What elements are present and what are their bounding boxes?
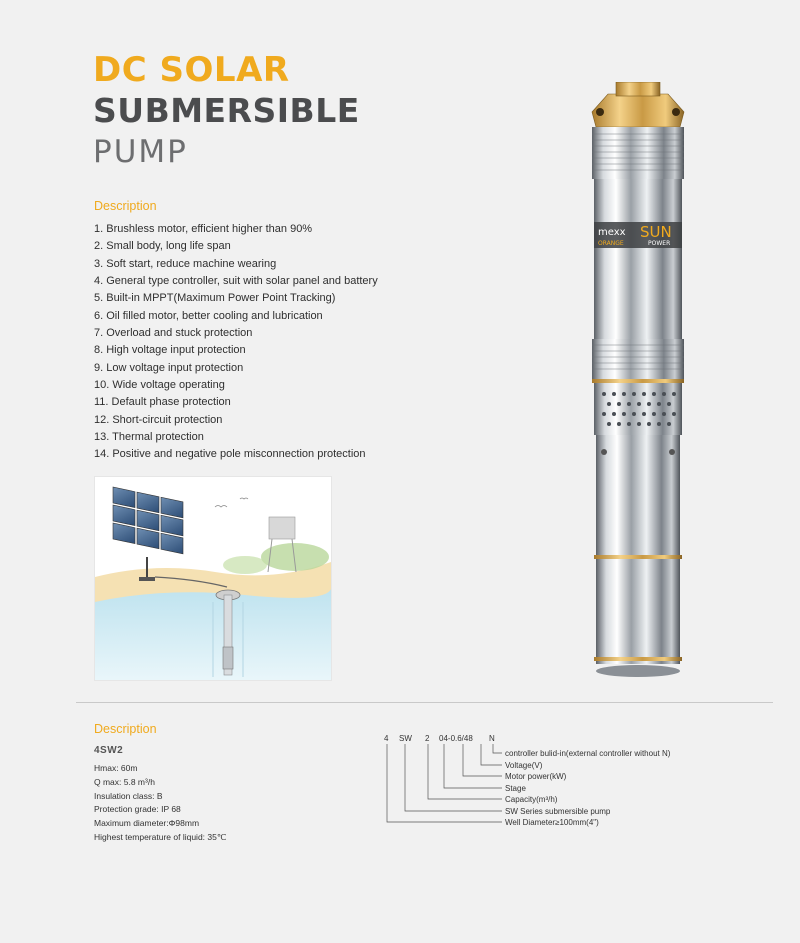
code-label-series: SW Series submersible pump [505,807,611,816]
code-label-capacity: Capacity(m³/h) [505,795,558,804]
feature-list [94,221,378,464]
feature-item: 4. General type controller, suit with solar panel and battery [94,275,378,288]
code-label-stage: Stage [505,784,526,793]
description-heading: Description [94,199,157,213]
spec-item: Insulation class: B [94,790,163,801]
code-label-voltage: Voltage(V) [505,761,543,770]
code-part-capacity: 2 [425,734,430,743]
feature-item: 8. High voltage input protection [94,344,246,357]
section-divider [76,702,773,703]
spec-item: Protection grade: IP 68 [94,804,181,815]
feature-item: 3. Soft start, reduce machine wearing [94,257,277,270]
brand-name-left: mexx [598,227,626,238]
model-code-diagram [380,730,740,835]
model-code-lines [380,730,740,830]
title-line-3: PUMP [93,134,188,170]
model-name: 4SW2 [94,745,124,756]
feature-item: 14. Positive and negative pole misconnection protection [94,448,366,461]
feature-item: 2. Small body, long life span [94,240,231,253]
solar-installation-illustration [94,476,332,681]
brand-name-right: SUN [640,223,672,241]
feature-item: 12. Short-circuit protection [94,413,223,426]
pump-product-image [582,82,694,687]
bottom-description-heading: Description [94,722,157,736]
spec-item: Highest temperature of liquid: 35℃ [94,831,227,842]
code-label-well-diameter: Well Diameter≥100mm(4") [505,818,599,827]
code-part-controller: N [489,734,495,743]
code-part-series: SW [399,734,412,743]
feature-item: 6. Oil filled motor, better cooling and lubrication [94,309,323,322]
feature-item: 10. Wide voltage operating [94,379,225,392]
feature-item: 11. Default phase protection [94,396,231,409]
feature-item: 1. Brushless motor, efficient higher than 90% [94,223,313,235]
code-label-controller: controller bulid-in(external controller without N) [505,749,671,758]
title-line-1: DC SOLAR [93,50,290,90]
spec-item: Maximum diameter:Φ98mm [94,818,200,829]
feature-item: 9. Low voltage input protection [94,361,244,374]
brand-sub-right: POWER [648,240,671,247]
code-part-stage-power-voltage: 04-0.6/48 [439,734,473,743]
illustration-drawing [95,477,331,680]
spec-list [94,762,226,845]
feature-item: 7. Overload and stuck protection [94,327,253,340]
code-label-motor-power: Motor power(kW) [505,772,567,781]
spec-item: Q max: 5.8 m³/h [94,776,155,787]
feature-item: 5. Built-in MPPT(Maximum Power Point Tracking) [94,292,336,305]
feature-item: 13. Thermal protection [94,431,204,444]
title-line-2: SUBMERSIBLE [93,91,360,130]
brand-sub-left: ORANGE [598,240,624,247]
pump-drawing [582,82,694,682]
code-part-diameter: 4 [384,734,389,743]
spec-item: Hmax: 60m [94,763,138,773]
